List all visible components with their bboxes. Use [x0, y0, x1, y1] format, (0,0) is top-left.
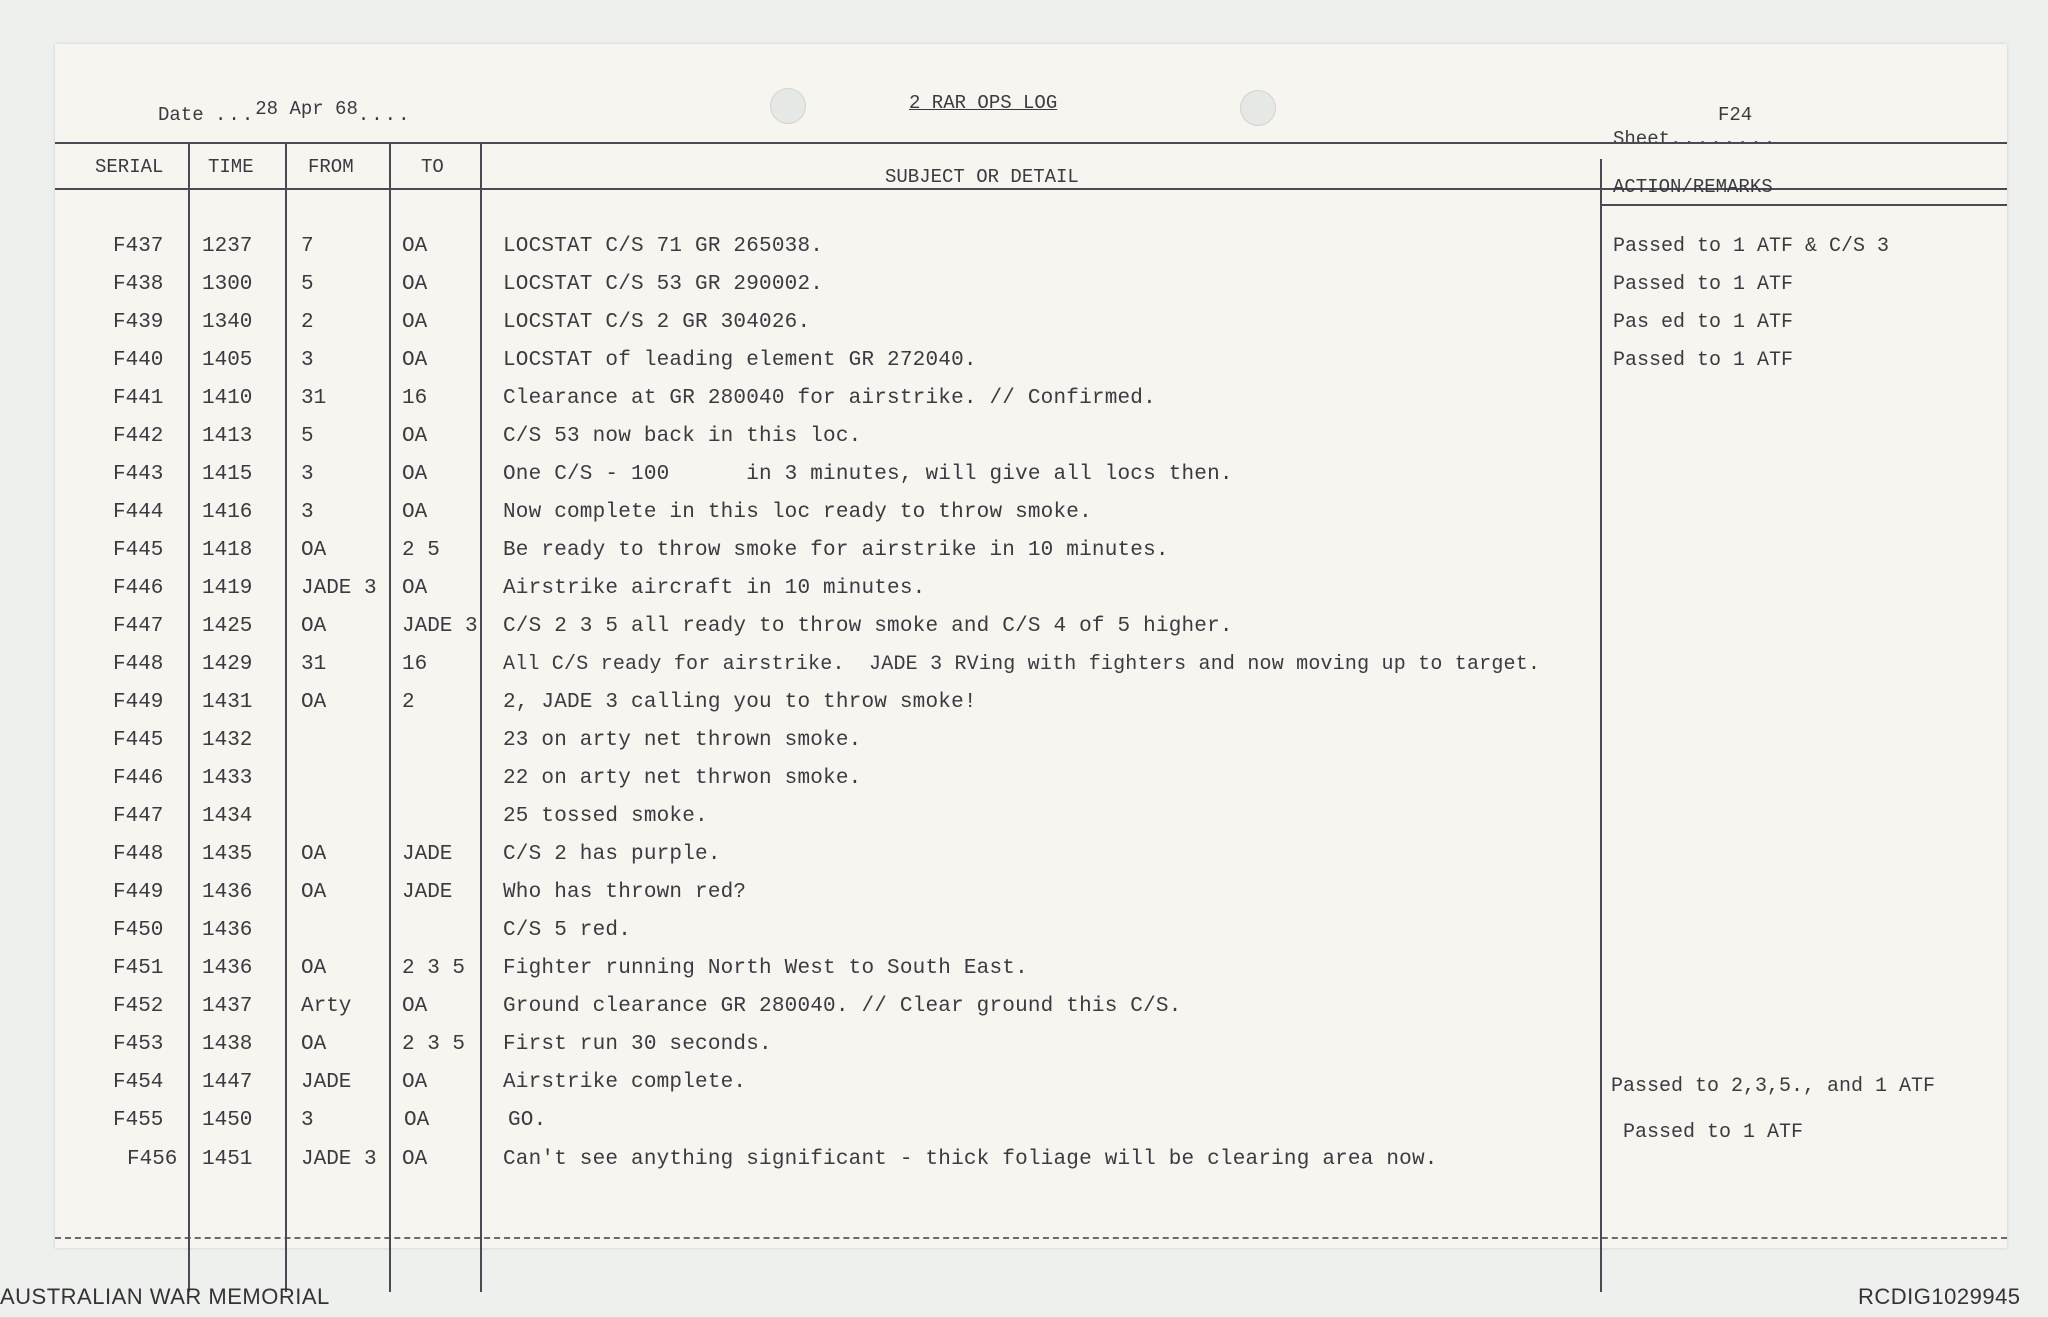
- time-cell: 1429: [202, 653, 253, 676]
- to-cell: JADE: [402, 843, 453, 866]
- time-cell: 1410: [202, 387, 253, 410]
- to-cell: JADE: [402, 881, 453, 904]
- serial-cell: F440: [113, 349, 164, 372]
- punch-hole-right: [1240, 90, 1276, 126]
- detail-cell: All C/S ready for airstrike. JADE 3 RVing with fighters and now moving up to target.: [503, 653, 1541, 676]
- time-cell: 1418: [202, 539, 253, 562]
- remarks-cell: Passed to 1 ATF: [1623, 1121, 1804, 1144]
- table-row: [55, 577, 2007, 615]
- detail-cell: Be ready to throw smoke for airstrike in 10 minutes.: [503, 539, 1169, 562]
- detail-cell: C/S 5 red.: [503, 919, 632, 942]
- detail-cell: Ground clearance GR 280040. // Clear ground this C/S.: [503, 995, 1182, 1018]
- serial-cell: F449: [113, 881, 164, 904]
- detail-cell: LOCSTAT of leading element GR 272040.: [503, 349, 977, 372]
- detail-cell: GO.: [508, 1109, 547, 1132]
- table-row: [55, 767, 2007, 805]
- detail-cell: 22 on arty net thrwon smoke.: [503, 767, 862, 790]
- serial-cell: F451: [113, 957, 164, 980]
- from-cell: OA: [301, 691, 327, 714]
- table-row: [55, 957, 2007, 995]
- table-row: [55, 919, 2007, 957]
- punch-hole-left: [770, 88, 806, 124]
- detail-cell: One C/S - 100 in 3 minutes, will give all locs then.: [503, 463, 1233, 486]
- from-cell: OA: [301, 539, 327, 562]
- time-cell: 1436: [202, 957, 253, 980]
- to-cell: OA: [402, 425, 428, 448]
- to-cell: 2: [402, 691, 415, 714]
- to-cell: OA: [402, 577, 428, 600]
- to-cell: OA: [402, 501, 428, 524]
- remarks-cell: Passed to 2,3,5., and 1 ATF: [1611, 1075, 1936, 1098]
- from-cell: 2: [301, 311, 314, 334]
- detail-cell: Now complete in this loc ready to throw smoke.: [503, 501, 1092, 524]
- detail-cell: 2, JADE 3 calling you to throw smoke!: [503, 691, 977, 714]
- col-serial: SERIAL: [95, 156, 164, 178]
- to-cell: OA: [402, 1148, 428, 1171]
- serial-cell: F446: [113, 767, 164, 790]
- time-cell: 1416: [202, 501, 253, 524]
- to-cell: OA: [402, 311, 428, 334]
- from-cell: 31: [301, 387, 327, 410]
- serial-cell: F448: [113, 653, 164, 676]
- table-row: [55, 501, 2007, 539]
- from-cell: 5: [301, 425, 314, 448]
- date-label: Date: [158, 104, 204, 126]
- col-remarks: ACTION/REMARKS: [1613, 176, 1773, 198]
- from-cell: Arty: [301, 995, 352, 1018]
- detail-cell: First run 30 seconds.: [503, 1033, 772, 1056]
- time-cell: 1237: [202, 235, 253, 258]
- from-cell: 31: [301, 653, 327, 676]
- detail-cell: C/S 53 now back in this loc.: [503, 425, 862, 448]
- to-cell: OA: [404, 1109, 430, 1132]
- col-detail: SUBJECT OR DETAIL: [885, 166, 1079, 188]
- from-cell: JADE 3: [301, 1148, 377, 1171]
- time-cell: 1433: [202, 767, 253, 790]
- archive-credit: AUSTRALIAN WAR MEMORIAL: [0, 1284, 330, 1309]
- detail-cell: 25 tossed smoke.: [503, 805, 708, 828]
- date-dots-right: ....: [357, 104, 412, 126]
- time-cell: 1431: [202, 691, 253, 714]
- from-cell: 3: [301, 463, 314, 486]
- detail-cell: C/S 2 3 5 all ready to throw smoke and C/S 4 of 5 higher.: [503, 615, 1233, 638]
- detail-cell: Who has thrown red?: [503, 881, 747, 904]
- from-cell: OA: [301, 615, 327, 638]
- table-row: [55, 729, 2007, 767]
- from-cell: 3: [301, 501, 314, 524]
- serial-cell: F456: [127, 1148, 178, 1171]
- to-cell: 2 3 5: [402, 957, 466, 980]
- to-cell: OA: [402, 349, 428, 372]
- time-cell: 1447: [202, 1071, 253, 1094]
- serial-cell: F445: [113, 729, 164, 752]
- to-cell: 2 3 5: [402, 1033, 466, 1056]
- serial-cell: F438: [113, 273, 164, 296]
- table-row: [55, 881, 2007, 919]
- date-field: [158, 98, 412, 126]
- time-cell: 1340: [202, 311, 253, 334]
- time-cell: 1413: [202, 425, 253, 448]
- serial-cell: F444: [113, 501, 164, 524]
- table-row: [55, 539, 2007, 577]
- detail-cell: Airstrike complete.: [503, 1071, 747, 1094]
- to-cell: JADE 3: [402, 615, 478, 638]
- table-row: [55, 235, 2007, 273]
- sheet-number: F24: [1718, 104, 1753, 126]
- col-to: TO: [421, 156, 444, 178]
- from-cell: OA: [301, 843, 327, 866]
- sheet-dots: ........: [1670, 128, 1778, 150]
- from-cell: OA: [301, 1033, 327, 1056]
- serial-cell: F437: [113, 235, 164, 258]
- remarks-header-rule: [1600, 204, 2007, 206]
- table-row: [55, 387, 2007, 425]
- detail-cell: C/S 2 has purple.: [503, 843, 721, 866]
- log-title: 2 RAR OPS LOG: [909, 92, 1058, 114]
- to-cell: OA: [402, 1071, 428, 1094]
- time-cell: 1451: [202, 1148, 253, 1171]
- remarks-cell: Pas ed to 1 ATF: [1613, 311, 1794, 334]
- to-cell: 16: [402, 653, 428, 676]
- time-cell: 1300: [202, 273, 253, 296]
- time-cell: 1437: [202, 995, 253, 1018]
- to-cell: 2 5: [402, 539, 440, 562]
- to-cell: OA: [402, 235, 428, 258]
- detail-cell: Fighter running North West to South East.: [503, 957, 1028, 980]
- to-cell: 16: [402, 387, 428, 410]
- table-row: [55, 1109, 2007, 1147]
- serial-cell: F455: [113, 1109, 164, 1132]
- date-dots-left: ...: [215, 104, 256, 126]
- to-cell: OA: [402, 463, 428, 486]
- detail-cell: Can't see anything significant - thick foliage will be clearing area now.: [503, 1148, 1438, 1171]
- time-cell: 1438: [202, 1033, 253, 1056]
- time-cell: 1450: [202, 1109, 253, 1132]
- detail-cell: 23 on arty net thrown smoke.: [503, 729, 862, 752]
- serial-cell: F447: [113, 615, 164, 638]
- sheet-label: Sheet: [1613, 128, 1671, 150]
- time-cell: 1435: [202, 843, 253, 866]
- table-row: [55, 843, 2007, 881]
- table-row: [55, 1033, 2007, 1071]
- serial-cell: F449: [113, 691, 164, 714]
- bottom-rule: [55, 1237, 2007, 1239]
- detail-cell: Airstrike aircraft in 10 minutes.: [503, 577, 926, 600]
- time-cell: 1432: [202, 729, 253, 752]
- table-row: [55, 691, 2007, 729]
- from-cell: 3: [301, 1109, 314, 1132]
- remarks-cell: Passed to 1 ATF: [1613, 273, 1794, 296]
- table-row: [55, 805, 2007, 843]
- from-cell: 3: [301, 349, 314, 372]
- from-cell: 7: [301, 235, 314, 258]
- table-row: [55, 1148, 2007, 1186]
- table-row: [55, 273, 2007, 311]
- from-cell: OA: [301, 957, 327, 980]
- serial-cell: F439: [113, 311, 164, 334]
- serial-cell: F450: [113, 919, 164, 942]
- serial-cell: F445: [113, 539, 164, 562]
- serial-cell: F443: [113, 463, 164, 486]
- serial-cell: F447: [113, 805, 164, 828]
- from-cell: 5: [301, 273, 314, 296]
- to-cell: OA: [402, 273, 428, 296]
- from-cell: JADE: [301, 1071, 352, 1094]
- archive-reference: RCDIG1029945: [1858, 1284, 2021, 1309]
- remarks-cell: Passed to 1 ATF & C/S 3: [1613, 235, 1890, 258]
- top-rule: [55, 142, 2007, 144]
- time-cell: 1434: [202, 805, 253, 828]
- detail-cell: LOCSTAT C/S 53 GR 290002.: [503, 273, 824, 296]
- table-row: [55, 653, 2007, 691]
- sheet-field: [1613, 128, 1777, 150]
- time-cell: 1425: [202, 615, 253, 638]
- detail-cell: LOCSTAT C/S 2 GR 304026.: [503, 311, 811, 334]
- serial-cell: F446: [113, 577, 164, 600]
- serial-cell: F453: [113, 1033, 164, 1056]
- date-value: 28 Apr 68: [255, 98, 358, 120]
- remarks-cell: Passed to 1 ATF: [1613, 349, 1794, 372]
- from-cell: JADE 3: [301, 577, 377, 600]
- time-cell: 1436: [202, 919, 253, 942]
- table-row: [55, 349, 2007, 387]
- to-cell: OA: [402, 995, 428, 1018]
- table-row: [55, 425, 2007, 463]
- table-row: [55, 311, 2007, 349]
- table-row: [55, 463, 2007, 501]
- serial-cell: F441: [113, 387, 164, 410]
- serial-cell: F454: [113, 1071, 164, 1094]
- detail-cell: Clearance at GR 280040 for airstrike. // Confirmed.: [503, 387, 1156, 410]
- table-row: [55, 1071, 2007, 1109]
- time-cell: 1415: [202, 463, 253, 486]
- serial-cell: F442: [113, 425, 164, 448]
- serial-cell: F452: [113, 995, 164, 1018]
- table-row: [55, 615, 2007, 653]
- detail-cell: LOCSTAT C/S 71 GR 265038.: [503, 235, 824, 258]
- table-row: [55, 995, 2007, 1033]
- from-cell: OA: [301, 881, 327, 904]
- col-from: FROM: [308, 156, 354, 178]
- log-sheet: [55, 44, 2007, 1248]
- time-cell: 1419: [202, 577, 253, 600]
- time-cell: 1405: [202, 349, 253, 372]
- col-time: TIME: [208, 156, 254, 178]
- time-cell: 1436: [202, 881, 253, 904]
- serial-cell: F448: [113, 843, 164, 866]
